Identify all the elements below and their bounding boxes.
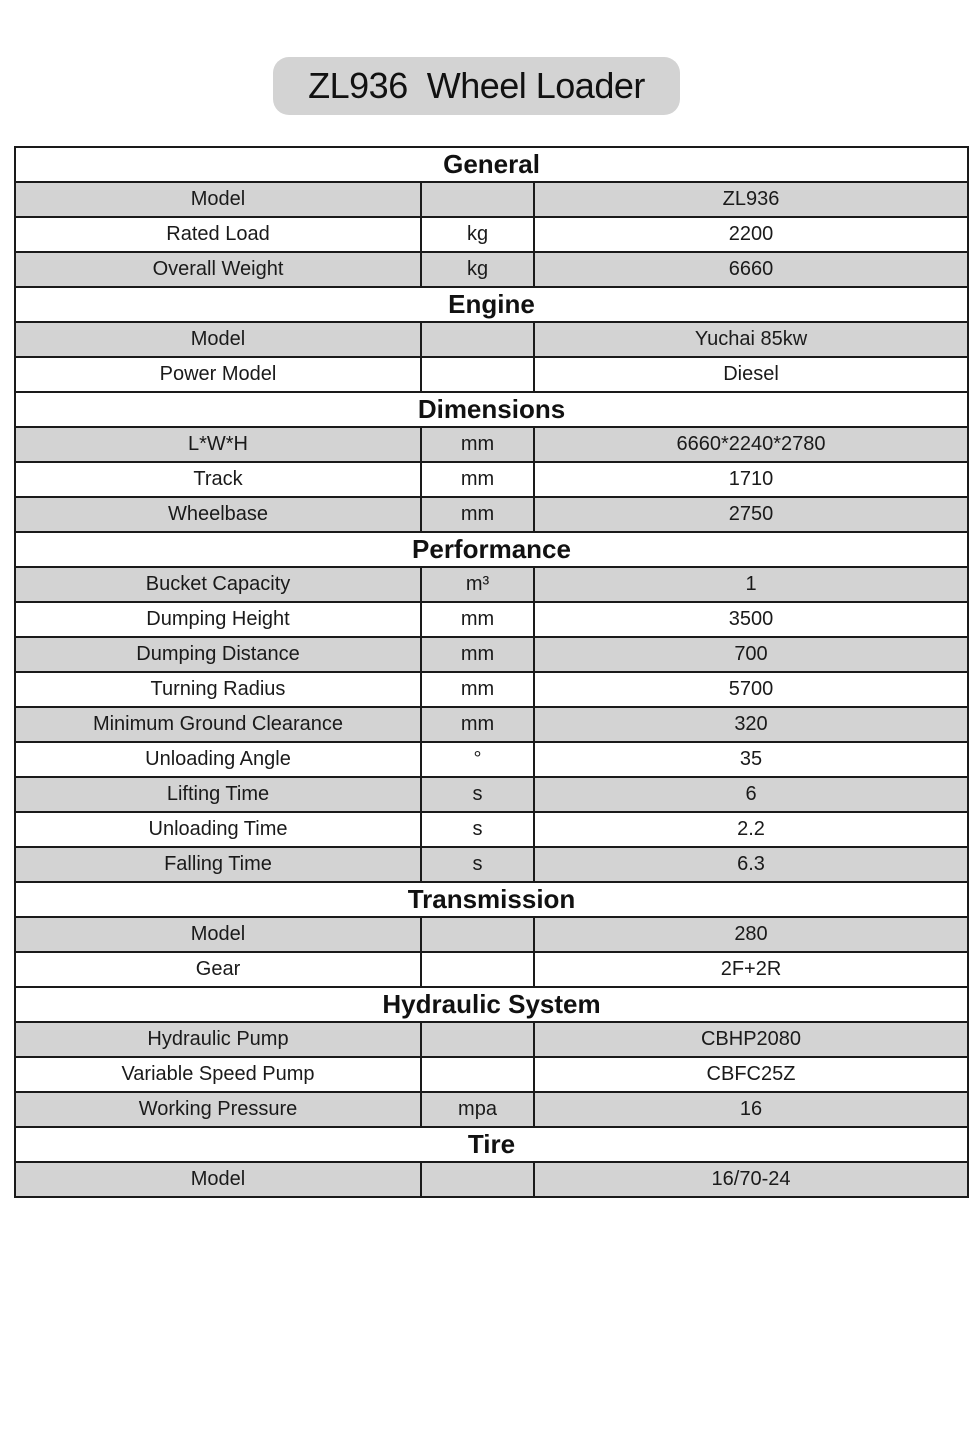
spec-value: CBHP2080 (534, 1022, 968, 1057)
section-header-performance (15, 532, 968, 567)
section-heading: Engine (15, 287, 968, 322)
spec-value: 3500 (534, 602, 968, 637)
spec-value: 6.3 (534, 847, 968, 882)
spec-value: 2F+2R (534, 952, 968, 987)
spec-label: Model (15, 917, 421, 952)
spec-label: Minimum Ground Clearance (15, 707, 421, 742)
spec-label: Overall Weight (15, 252, 421, 287)
spec-unit (421, 357, 534, 392)
spec-row-general-model (15, 182, 968, 217)
section-heading: Performance (15, 532, 968, 567)
spec-label: Model (15, 182, 421, 217)
spec-label: Unloading Angle (15, 742, 421, 777)
spec-value: 280 (534, 917, 968, 952)
spec-label: Hydraulic Pump (15, 1022, 421, 1057)
spec-label: Model (15, 322, 421, 357)
spec-row-transmission-gear (15, 952, 968, 987)
spec-row-engine-power-model (15, 357, 968, 392)
spec-row-dimensions-wheelbase (15, 497, 968, 532)
section-header-general (15, 147, 968, 182)
spec-value: 2750 (534, 497, 968, 532)
spec-row-general-overall-weight (15, 252, 968, 287)
section-header-tire (15, 1127, 968, 1162)
spec-unit: mm (421, 602, 534, 637)
spec-value: 2200 (534, 217, 968, 252)
spec-value: 1 (534, 567, 968, 602)
spec-unit: mm (421, 637, 534, 672)
page-title: ZL936 Wheel Loader (273, 57, 680, 115)
spec-value: ZL936 (534, 182, 968, 217)
spec-unit: mm (421, 672, 534, 707)
spec-label: Falling Time (15, 847, 421, 882)
spec-unit: s (421, 777, 534, 812)
spec-label: Working Pressure (15, 1092, 421, 1127)
spec-label: Gear (15, 952, 421, 987)
spec-unit: mm (421, 707, 534, 742)
spec-unit: ° (421, 742, 534, 777)
spec-unit (421, 322, 534, 357)
spec-unit: mm (421, 427, 534, 462)
section-header-hydraulic-system (15, 987, 968, 1022)
spec-unit: s (421, 812, 534, 847)
spec-unit: mm (421, 497, 534, 532)
spec-table (14, 146, 969, 1198)
spec-label: Unloading Time (15, 812, 421, 847)
spec-label: Bucket Capacity (15, 567, 421, 602)
spec-label: Model (15, 1162, 421, 1197)
spec-label: Variable Speed Pump (15, 1057, 421, 1092)
spec-row-engine-model (15, 322, 968, 357)
spec-label: Track (15, 462, 421, 497)
spec-label: Rated Load (15, 217, 421, 252)
spec-value: 1710 (534, 462, 968, 497)
spec-value: 6 (534, 777, 968, 812)
spec-row-performance-turning-radius (15, 672, 968, 707)
spec-row-performance-falling-time (15, 847, 968, 882)
section-heading: Hydraulic System (15, 987, 968, 1022)
spec-value: 6660*2240*2780 (534, 427, 968, 462)
spec-row-performance-unloading-angle (15, 742, 968, 777)
spec-value: 6660 (534, 252, 968, 287)
spec-value: CBFC25Z (534, 1057, 968, 1092)
spec-table-body (15, 147, 968, 1197)
section-heading: Dimensions (15, 392, 968, 427)
spec-row-performance-dumping-distance (15, 637, 968, 672)
spec-row-performance-minimum-ground-clearance (15, 707, 968, 742)
spec-row-hydraulic-system-hydraulic-pump (15, 1022, 968, 1057)
spec-row-performance-dumping-height (15, 602, 968, 637)
spec-row-performance-bucket-capacity (15, 567, 968, 602)
spec-row-performance-unloading-time (15, 812, 968, 847)
section-heading: Tire (15, 1127, 968, 1162)
spec-unit: m³ (421, 567, 534, 602)
spec-label: Power Model (15, 357, 421, 392)
spec-value: 35 (534, 742, 968, 777)
spec-label: L*W*H (15, 427, 421, 462)
spec-value: 5700 (534, 672, 968, 707)
spec-row-tire-model (15, 1162, 968, 1197)
spec-row-dimensions-l-w-h (15, 427, 968, 462)
spec-unit: mm (421, 462, 534, 497)
spec-unit (421, 1162, 534, 1197)
spec-label: Wheelbase (15, 497, 421, 532)
spec-unit: kg (421, 217, 534, 252)
section-header-engine (15, 287, 968, 322)
section-heading: General (15, 147, 968, 182)
spec-value: 2.2 (534, 812, 968, 847)
spec-label: Dumping Distance (15, 637, 421, 672)
spec-unit (421, 1022, 534, 1057)
spec-unit (421, 1057, 534, 1092)
spec-unit (421, 917, 534, 952)
spec-label: Turning Radius (15, 672, 421, 707)
spec-value: 16/70-24 (534, 1162, 968, 1197)
spec-row-transmission-model (15, 917, 968, 952)
section-header-dimensions (15, 392, 968, 427)
spec-row-dimensions-track (15, 462, 968, 497)
spec-unit: mpa (421, 1092, 534, 1127)
spec-row-performance-lifting-time (15, 777, 968, 812)
spec-unit (421, 182, 534, 217)
section-header-transmission (15, 882, 968, 917)
spec-row-hydraulic-system-working-pressure (15, 1092, 968, 1127)
spec-value: Diesel (534, 357, 968, 392)
spec-label: Dumping Height (15, 602, 421, 637)
spec-value: Yuchai 85kw (534, 322, 968, 357)
spec-value: 700 (534, 637, 968, 672)
spec-unit (421, 952, 534, 987)
section-heading: Transmission (15, 882, 968, 917)
spec-unit: kg (421, 252, 534, 287)
spec-row-general-rated-load (15, 217, 968, 252)
spec-label: Lifting Time (15, 777, 421, 812)
spec-row-hydraulic-system-variable-speed-pump (15, 1057, 968, 1092)
spec-value: 16 (534, 1092, 968, 1127)
spec-unit: s (421, 847, 534, 882)
spec-value: 320 (534, 707, 968, 742)
